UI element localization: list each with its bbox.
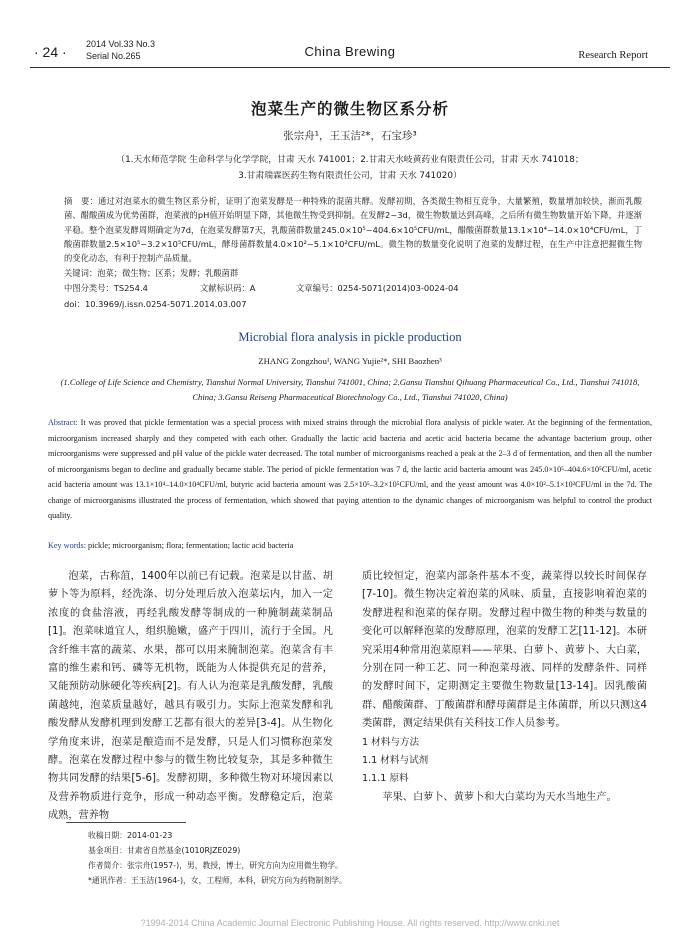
clc-number: 中图分类号：TS254.4	[64, 283, 148, 293]
affiliation-cn-line: 3.甘肃瑞霖医药生物有限责任公司，甘肃 天水 741020）	[238, 171, 462, 181]
classification-cn	[64, 281, 642, 295]
serial-label: Serial No.265	[86, 51, 141, 61]
abstract-cn-text: 通过对泡菜水的微生物区系分析，证明了泡菜发酵是一种特殊的混菌共酵。发酵初期，各类微生物相互竞争，大量繁殖，数量增加较快，渐而乳酸菌、醋酸菌成为优势菌群，泡菜液的pH值开始明显下降，其他微生物受到抑制。在发酵2~3d，微生物数量达到高峰，之后所有微生物数量开始下降，并逐渐平稳。整个泡菜发酵周期确定为7d，在泡菜发酵第7天，乳酸菌群数量245.0×10⁵~404.6×10⁵CFU/mL，醋酸菌群数量13.1×10⁴~14.0×10⁴CFU/mL，丁酸菌群数量2.5×10⁵~3.2×10⁵CFU/mL，酵母菌群数量4.0×10²~5.1×10²CFU/mL。微生物的数量变化说明了泡菜的发酵过程，在生产中注意把握微生物的变化动态，有利于控制产品质量。	[64, 196, 642, 264]
abstract-en	[48, 415, 652, 524]
footnote-funding: 基金项目：甘肃省自然基金(1010RJZE029)	[88, 846, 241, 855]
authors-cn: 张宗舟¹，王玉洁²*，石宝珍³	[283, 130, 417, 142]
footnotes	[88, 828, 388, 888]
abstract-en-label: Abstract:	[48, 418, 78, 427]
subsection-heading: 1.1 材料与试剂	[362, 755, 429, 767]
affiliation-cn-line: （1.天水师范学院 生命科学与化学学院，甘肃 天水 741001；2.甘肃天水岐黄药业有限责任公司，甘肃 天水 741018；	[116, 155, 584, 165]
footnote-received: 收稿日期：2014-01-23	[88, 831, 173, 840]
body-paragraph: 质比较恒定，泡菜内部条件基本不变，蔬菜得以较长时间保存[7-10]。微生物决定着泡菜的风味、质量，直接影响着泡菜的发酵进程和泡菜的保存期。发酵过程中微生物的种类与数量的变化可以解释泡菜的发酵原理，泡菜的发酵工艺[11-12]。本研究采用4种常用泡菜原料——苹果、白萝卜、黄萝卜、大白菜，分别在同一种工艺、同一种泡菜母液、同样的发酵条件、同样的发酵时间下，定期测定主要微生物数量[13-14]。因乳酸菌群、醋酸菌群、丁酸菌群和酵母菌群是主体菌群，所以只测这4类菌群，测定结果供有关科技工作人员参考。	[362, 571, 647, 730]
affiliations-en: (1.College of Life Science and Chemistry, Tianshui Normal University, Tianshui 741001, China; 2.Gansu Tianshui Qihuang Pharmaceutical Co., Ltd., Tianshui 741018, China; 3.Gansu Reiseng Pharmaceutical Biotechnology Co., Ltd., Tianshui 741020, China)	[60, 377, 640, 402]
document-code: 文献标识码：A	[200, 283, 256, 293]
body-paragraph: 泡菜，古称菹，1400年以前已有记载。泡菜是以甘蓝、胡萝卜等为原料，经洗涤、切分处理后放入泡菜坛内，加入一定浓度的食盐溶液，再经乳酸发酵等制成的一种腌制蔬菜制品[1]。泡菜味道宜人，组织脆嫩，盛产于四川，流行于全国。凡含纤维丰富的蔬菜、水果，都可以用来腌制泡菜。泡菜含有丰富的维生素和钙、磷等无机物，既能为人体提供充足的营养，又能预防动脉硬化等疾病[2]。有人认为泡菜是乳酸发酵，乳酸菌越纯，泡菜质量越好，越具有吸引力。实际上泡菜发酵和乳酸发酵从发酵机理到发酵工艺都有很大的差异[3-4]。从生物化学角度来讲，泡菜是酿造而不是发酵，只是人们习惯称泡菜发酵。泡菜在发酵过程中参与的微生物比较复杂，其是多种微生物共同发酵的结果[5-6]。发酵初期，多种微生物对环境因素以及营养物质进行竞争，形成一种动态平衡。发酵稳定后，泡菜成熟，营养物	[48, 571, 333, 822]
copyright-watermark: ?1994-2014 China Academic Journal Electronic Publishing House. All rights reserved. http://www.cnki.net	[140, 918, 560, 928]
abstract-cn	[64, 194, 642, 265]
body-paragraph: 苹果、白萝卜、黄萝卜和大白菜均为天水当地生产。	[382, 791, 617, 803]
abstract-cn-label: 摘 要：	[64, 196, 99, 206]
footnote-rule	[66, 822, 186, 823]
keywords-en-label: Key words:	[48, 541, 86, 550]
header-rule	[30, 67, 670, 68]
article-number: 文章编号：0254-5071(2014)03-0024-04	[296, 283, 459, 293]
body-column-right	[362, 568, 647, 807]
footnote-author-bio: 作者简介：张宗舟(1957-)，男，教授，博士，研究方向为应用微生物学。	[88, 861, 343, 870]
keywords-en	[48, 541, 652, 550]
abstract-en-text: It was proved that pickle fermentation was a special process with mixed strains through the microbial flora analysis of pickle water. At the beginning of the fermentation, microorganism increased sharply and they competed with each other. Gradually the lactic acid bacteria and acetic acid bacteria became the advantage bacterium group, other microorganisms were suppressed and pH value of the pickle water decreased. The total number of microorganisms reached a peak at the 2–3 d of fermentation, and then all the number of microorganisms began to decline and gradually became stable. The period of pickle fermentation was 7 d, the lactic acid bacteria amount was 245.0×10⁵–404.6×10⁵CFU/ml, acetic acid bacteria amount was 13.1×10⁴–14.0×10⁴CFU/ml, butyric acid bacteria amount was 2.5×10⁵–3.2×10⁵CFU/ml, and the yeast amount was 4.0×10²–5.1×10²CFU/ml in the 7d. The change of microorganisms illustrated the process of fermentation, which showed that paying attention to the dynamic changes of microorganism was helpful to control the product quality.	[48, 418, 652, 520]
title-cn: 泡菜生产的微生物区系分析	[250, 100, 449, 118]
volume-label: 2014 Vol.33 No.3	[86, 39, 156, 49]
subsubsection-heading: 1.1.1 原料	[362, 773, 409, 785]
keywords-cn: 关键词：泡菜；微生物；区系；发酵；乳酸菌群	[64, 268, 239, 278]
article-type: Research Report	[578, 50, 648, 61]
keywords-en-text: pickle; microorganism; flora; fermentation; lactic acid bacteria	[85, 541, 294, 550]
section-heading: 1 材料与方法	[362, 736, 420, 748]
authors-en: ZHANG Zongzhou¹, WANG Yujie²*, SHI Baozhen³	[258, 356, 442, 366]
journal-name: China Brewing	[304, 44, 396, 59]
body-column-left	[48, 568, 333, 826]
doi-link[interactable]: doi：10.3969/j.issn.0254-5071.2014.03.007	[64, 299, 247, 309]
affiliations-cn	[40, 152, 660, 184]
footnote-corresponding: *通讯作者：王玉洁(1964-)，女，工程师，本科，研究方向为药物制剂学。	[88, 876, 347, 885]
page-number: · 24 ·	[34, 44, 67, 60]
title-en: Microbial flora analysis in pickle production	[238, 330, 462, 344]
